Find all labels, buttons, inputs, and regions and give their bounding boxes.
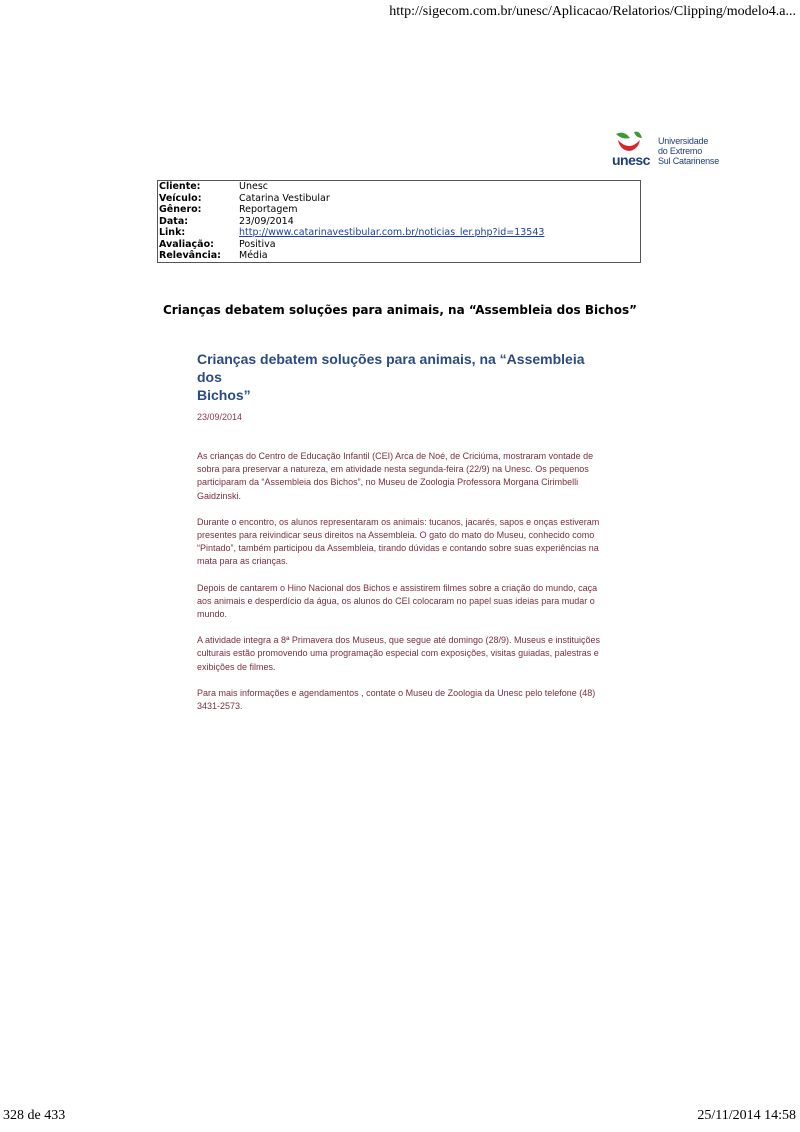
logo-university-name: Universidade do Extremo Sul Catarinense <box>658 136 720 166</box>
meta-value: Reportagem <box>239 204 298 215</box>
meta-label: Link: <box>159 227 186 238</box>
meta-row-link <box>158 227 641 239</box>
meta-row-avaliacao <box>158 239 641 251</box>
print-datetime: 25/11/2014 14:58 <box>697 1108 796 1123</box>
article-title: Crianças debatem soluções para animais, na “Assembleia dos Bichos” <box>197 351 585 403</box>
meta-label: Gênero: <box>159 204 202 215</box>
article-clipping <box>197 350 607 713</box>
meta-label: Veículo: <box>159 192 202 204</box>
page-counter: 328 de 433 <box>3 1108 66 1123</box>
article-paragraph: Para mais informações e agendamentos , contate o Museu de Zoologia da Unesc pelo telefone (48) 3431-2573. <box>197 687 596 712</box>
meta-row-data <box>158 216 641 228</box>
meta-value: Média <box>239 250 268 261</box>
unesc-logo <box>610 128 730 168</box>
meta-label: Data: <box>159 215 189 227</box>
article-paragraph: Durante o encontro, os alunos representaram os animais: tucanos, jacarés, sapos e onças estiveram presentes para reivindicar seus direitos na Assembleia. O gato do mato do Museu, conhecido como “Pintado”, também participou da Assembleia, tirando dúvidas e contando sobre suas experiências na mata para as crianças. <box>197 516 600 567</box>
meta-row-relevancia <box>158 250 641 262</box>
meta-row-veiculo <box>158 193 641 205</box>
article-date: 23/09/2014 <box>197 412 243 422</box>
meta-value: Catarina Vestibular <box>239 192 330 204</box>
meta-label: Relevância: <box>159 250 221 261</box>
meta-value <box>238 227 641 239</box>
meta-label: Cliente: <box>159 181 201 192</box>
article-link[interactable]: http://www.catarinavestibular.com.br/noticias_ler.php?id=13543 <box>239 227 545 238</box>
article-paragraph: A atividade integra a 8ª Primavera dos Museus, que segue até domingo (28/9). Museus e instituições culturais estão promovendo uma programação especial com exposições, visitas guiadas, palestras e exibições de filmes. <box>197 635 601 672</box>
meta-value: Positiva <box>239 238 276 250</box>
article-paragraph: Depois de cantarem o Hino Nacional dos Bichos e assistirem filmes sobre a criação do mundo, caça aos animais e desperdício da água, os alunos do CEI colocaram no papel suas ideias para mudar o mundo. <box>197 582 598 620</box>
meta-row-genero <box>158 204 641 216</box>
meta-row-cliente <box>158 181 641 193</box>
meta-value: Unesc <box>239 181 268 192</box>
clipping-info-table <box>157 180 641 263</box>
logo-wordmark: unesc <box>612 152 650 168</box>
article-paragraph: As crianças do Centro de Educação Infantil (CEI) Arca de Noé, de Criciúma, mostraram vontade de sobra para preservar a natureza, em atividade nesta segunda-feira (22/9) na Unesc. Os pequenos participaram da “Assembleia dos Bichos”, no Museu de Zoologia Professora Morgana Cirimbelli Gaidzinski. <box>197 451 594 501</box>
meta-label: Avaliação: <box>159 238 214 250</box>
print-header-url: http://sigecom.com.br/unesc/Aplicacao/Relatorios/Clipping/modelo4.a... <box>389 4 796 19</box>
page-headline: Crianças debatem soluções para animais, na “Assembleia dos Bichos” <box>162 303 638 317</box>
meta-value: 23/09/2014 <box>239 215 294 227</box>
